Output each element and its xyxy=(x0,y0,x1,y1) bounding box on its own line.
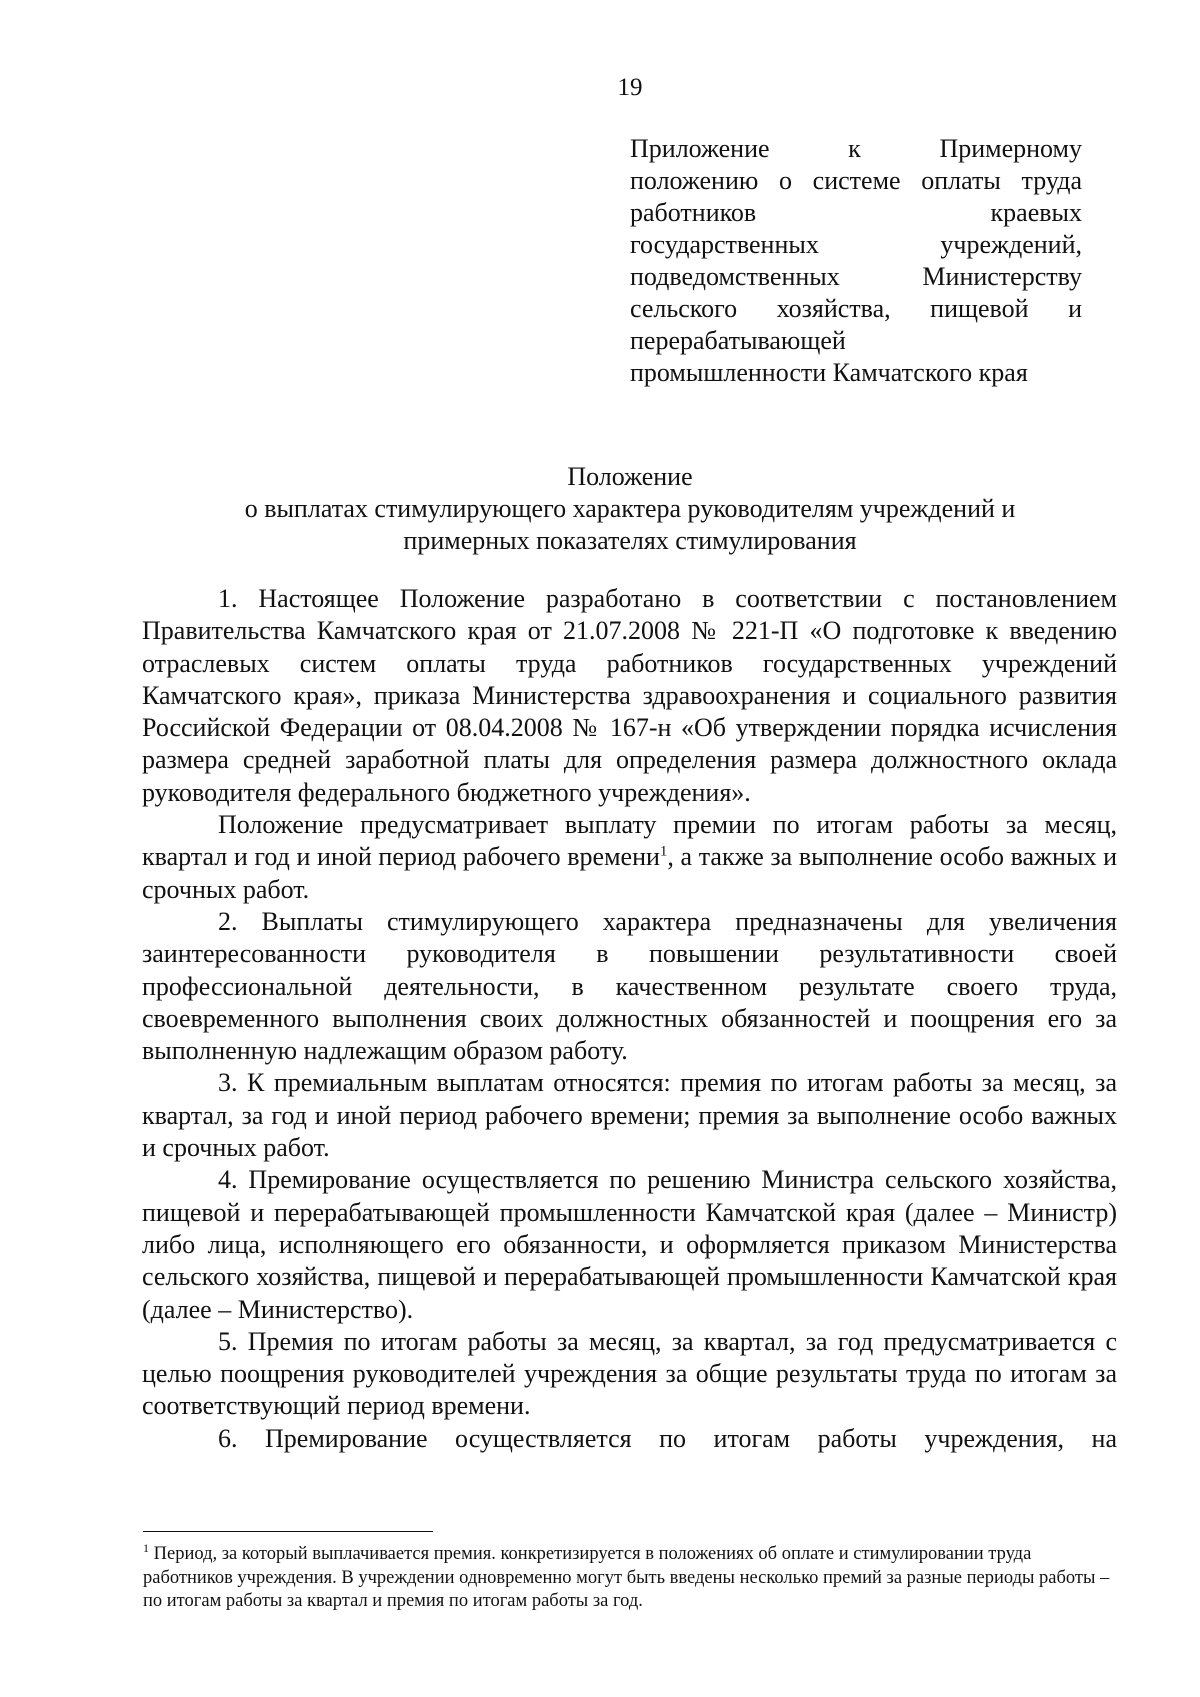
title-line: о выплатах стимулирующего характера руководителям учреждений и xyxy=(244,494,1016,523)
appendix-line: перерабатывающей xyxy=(630,326,846,355)
paragraph: 6. Премирование осуществляется по итогам работы учреждения, на xyxy=(218,1423,1117,1453)
appendix-line: промышленности Камчатского края xyxy=(630,358,1028,387)
appendix-reference xyxy=(630,133,1082,389)
document-title xyxy=(140,461,1120,557)
appendix-line: сельского хозяйства, пищевой и xyxy=(630,294,1082,323)
page-number: 19 xyxy=(617,74,643,101)
paragraph: 3. К премиальным выплатам относятся: премия по итогам работы за месяц, за квартал, за год и иной период рабочего времени; премия за выполнение особо важных и срочных работ. xyxy=(142,1068,1117,1163)
footnote xyxy=(143,1540,1118,1614)
paragraph-text: Положение предусматривает выплату премии по итогам работы за месяц, квартал и год и иной период рабочего времени xyxy=(142,810,1117,872)
footnote-marker: 1 xyxy=(143,1540,149,1555)
footnote-text: Период, за который выплачивается премия. конкретизируется в положениях об оплате и стимулировании труда работников учреждения. В учреждении одновременно могут быть введены несколько премий за разные периоды работы – по итогам работы за квартал и премия по итогам работы за год. xyxy=(143,1544,1110,1611)
appendix-line: подведомственных Министерству xyxy=(630,262,1082,291)
appendix-line: государственных учреждений, xyxy=(630,230,1082,259)
paragraph: 1. Настоящее Положение разработано в соответствии с постановлением Правительства Камчатского края от 21.07.2008 № 221-П «О подготовке к введению отраслевых систем оплаты труда работников государственных учреждений Камчатского края», приказа Министерства здравоохранения и социального развития Российской Федерации от 08.04.2008 № 167-н «Об утверждении порядка исчисления размера средней заработной платы для определения размера должностного оклада руководителя федерального бюджетного учреждения». xyxy=(142,584,1117,807)
footnote-reference: 1 xyxy=(659,843,668,860)
paragraph-text: , а также за выполнение особо важных и срочных работ. xyxy=(142,842,1117,904)
paragraph: 5. Премия по итогам работы за месяц, за квартал, за год предусматривается с целью поощрения руководителей учреждения за общие результаты труда по итогам за соответствующий период времени. xyxy=(142,1326,1117,1421)
paragraph: 4. Премирование осуществляется по решению Министра сельского хозяйства, пищевой и перерабатывающей промышленности Камчатской края (далее – Министр) либо лица, исполняющего его обязанности, и оформляется приказом Министерства сельского хозяйства, пищевой и перерабатывающей промышленности Камчатской края (далее – Министерство). xyxy=(142,1165,1117,1324)
appendix-line: работников краевых xyxy=(630,198,1082,227)
paragraph: 2. Выплаты стимулирующего характера предназначены для увеличения заинтересованности руководителя в повышении результативности своей профессиональной деятельности, в качественном результате своего труда, своевременного выполнения своих должностных обязанностей и поощрения его за выполненную надлежащим образом работу. xyxy=(142,906,1117,1066)
footnote-separator xyxy=(143,1531,433,1532)
title-line: Положение xyxy=(567,462,693,491)
appendix-line: Приложение к Примерному xyxy=(630,134,1082,163)
appendix-line: положению о системе оплаты труда xyxy=(630,166,1082,195)
document-body xyxy=(142,583,1117,1455)
paragraph xyxy=(142,809,1117,906)
title-line: примерных показателях стимулирования xyxy=(403,526,857,555)
